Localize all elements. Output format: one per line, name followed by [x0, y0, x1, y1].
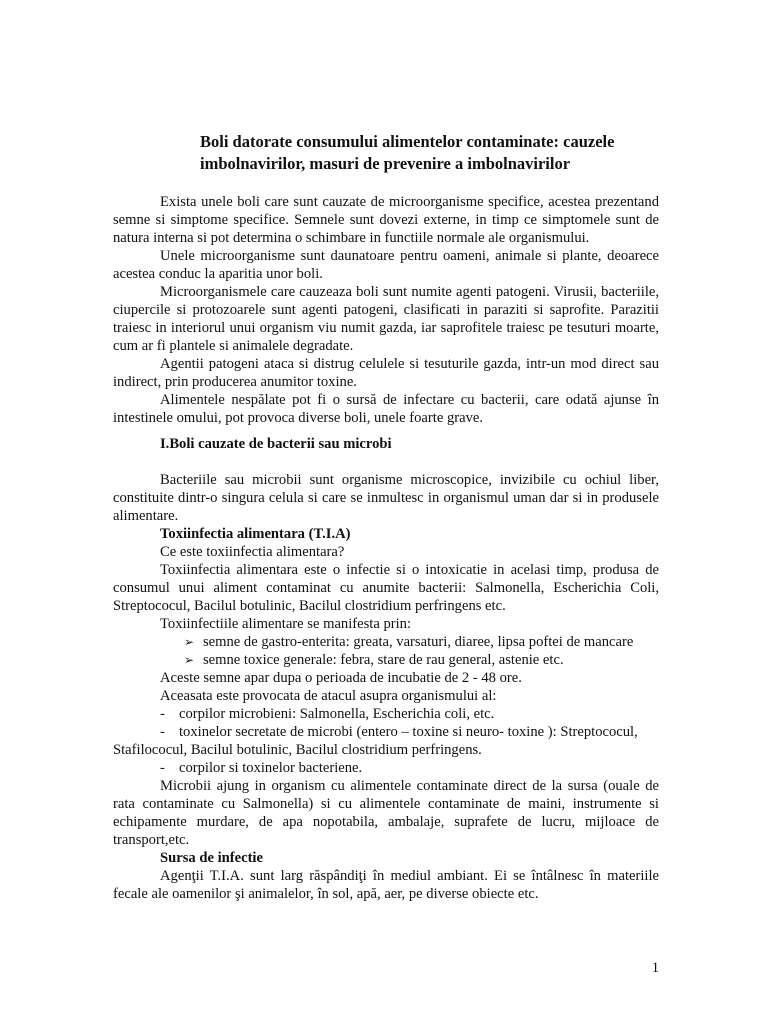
tia-attack-intro: Aceasata este provocata de atacul asupra organismului al:	[160, 688, 497, 704]
list-item	[113, 759, 659, 777]
intro-paragraph-4: Agentii patogeni ataca si distrug celulele si tesuturile gazda, intr-un mod direct sau indirect, prin producerea anumitor toxine.	[113, 356, 659, 390]
list-item	[184, 633, 659, 651]
section-heading-bacteria: I.Boli cauzate de bacterii sau microbi	[160, 436, 392, 452]
tia-question: Ce este toxiinfectia alimentara?	[160, 544, 345, 560]
list-item	[113, 723, 659, 759]
manifest-item-text: semne de gastro-enterita: greata, varsaturi, diaree, lipsa poftei de mancare	[203, 634, 634, 650]
manifest-list	[113, 633, 659, 669]
page-number: 1	[651, 960, 659, 976]
attack-item-text: corpilor si toxinelor bacteriene.	[179, 760, 363, 776]
tia-manifest-intro: Toxiinfectiile alimentare se manifesta prin:	[160, 616, 412, 632]
intro-paragraph-5: Alimentele nespălate pot fi o sursă de infectare cu bacterii, care odată ajunse în intestinele omului, pot provoca diverse boli, unele foarte grave.	[113, 392, 659, 426]
attack-list	[113, 705, 659, 777]
attack-item-text: corpilor microbieni: Salmonella, Escherichia coli, etc.	[179, 706, 495, 722]
intro-paragraph-3: Microorganismele care cauzeaza boli sunt numite agenti patogeni. Virusii, bacteriile, ciupercile si protozoarele sunt agenti patogeni, clasificati in paraziti si saprofite. Parazitii traiesc in interiorul unui organism viu numit gazda, iar saprofitele traiesc pe tesuturi moarte, cum ar fi plantele si animalele degradate.	[113, 284, 659, 354]
attack-item-text: toxinelor secretate de microbi (entero – toxine si neuro- toxine ): Streptococul, Stafilococul, Bacilul botulinic, Bacilul clostridium perfringens.	[113, 724, 638, 758]
arrow-bullet-icon: ➢	[184, 635, 195, 649]
list-item	[113, 705, 659, 723]
source-paragraph: Agenţii T.I.A. sunt larg răspândiţi în mediul ambiant. Ei se întâlnesc în materiile fecale ale oamenilor şi animalelor, în sol, apă, aer, pe diverse obiecte etc.	[113, 868, 659, 902]
tia-heading: Toxiinfectia alimentara (T.I.A)	[160, 526, 351, 542]
list-item	[184, 651, 659, 669]
document-title: Boli datorate consumului alimentelor contaminate: cauzele imbolnavirilor, masuri de prevenire a imbolnavirilor	[200, 132, 615, 173]
tia-definition: Toxiinfectia alimentara este o infectie si o intoxicatie in acelasi timp, produsa de consumul unui aliment contaminat cu anumite bacterii: Salmonella, Escherichia Coli, Streptococul, Bacilul botulinic, Bacilul clostridium perfringens etc.	[113, 562, 659, 614]
source-heading: Sursa de infectie	[160, 850, 263, 866]
bacteria-paragraph: Bacteriile sau microbii sunt organisme microscopice, invizibile cu ochiul liber, constituite dintr-o singura celula si care se inmultesc in organismul uman dar si in produsele alimentare.	[113, 472, 659, 524]
dash-bullet: -	[160, 706, 165, 722]
manifest-item-text: semne toxice generale: febra, stare de rau general, astenie etc.	[203, 652, 564, 668]
dash-bullet: -	[160, 760, 165, 776]
microbes-paragraph: Microbii ajung in organism cu alimentele contaminate direct de la sursa (ouale de rata contaminate cu Salmonella) si cu alimentele contaminate de maini, instrumente si echipamente murdare, de apa nopotabila, ambalaje, suprafete de lucru, mijloace de transport,etc.	[113, 778, 659, 848]
dash-bullet: -	[160, 724, 165, 740]
document-body	[113, 193, 659, 903]
tia-incubation: Aceste semne apar dupa o perioada de incubatie de 2 - 48 ore.	[160, 670, 522, 686]
arrow-bullet-icon: ➢	[184, 653, 195, 667]
intro-paragraph-2: Unele microorganisme sunt daunatoare pentru oameni, animale si plante, deoarece acestea conduc la aparitia unor boli.	[113, 248, 659, 282]
intro-paragraph-1: Exista unele boli care sunt cauzate de microorganisme specifice, acestea prezentand semne si simptome specifice. Semnele sunt dovezi externe, in timp ce simptomele sunt de natura interna si pot determina o schimbare in functiile normale ale organismului.	[113, 194, 659, 246]
